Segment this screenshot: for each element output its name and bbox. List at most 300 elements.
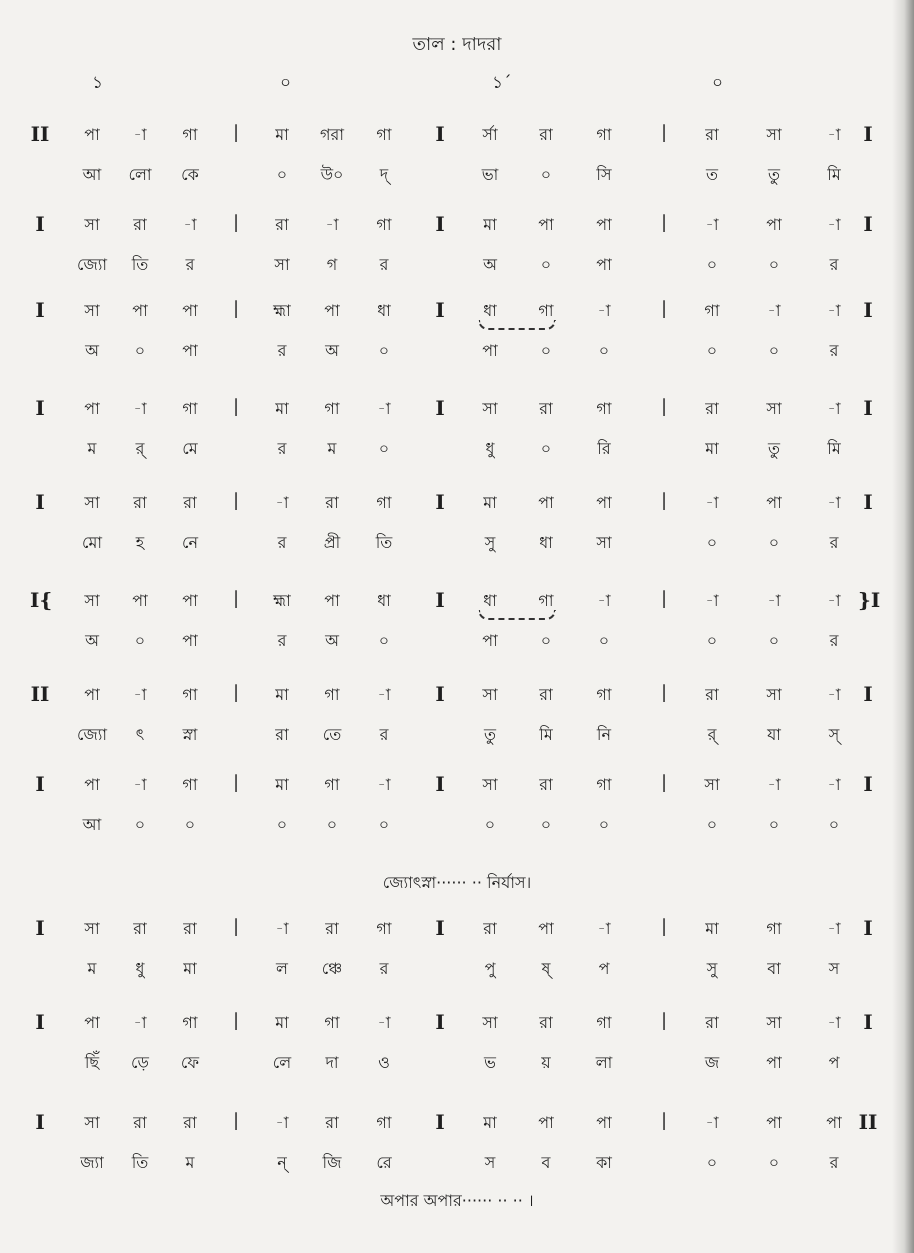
swara-note: গরা bbox=[320, 125, 344, 144]
bar-line: I bbox=[863, 1010, 873, 1034]
lyric-syllable: প bbox=[598, 959, 610, 978]
swara-note: সা bbox=[84, 301, 100, 320]
lyric-syllable: ০ bbox=[706, 341, 718, 360]
lyric-syllable: মি bbox=[827, 439, 841, 458]
bar-line: I bbox=[863, 212, 873, 236]
lyric-syllable: র bbox=[379, 255, 389, 274]
lyric-syllable: র bbox=[379, 959, 389, 978]
swara-note: গা bbox=[596, 125, 612, 144]
swara-note: পা bbox=[324, 591, 340, 610]
swara-note: সা bbox=[766, 125, 782, 144]
swara-note: গা bbox=[704, 301, 720, 320]
swara-note: গা bbox=[182, 685, 198, 704]
swara-note: -া bbox=[133, 1013, 147, 1032]
lyric-syllable: ফে bbox=[180, 1053, 200, 1072]
bar-line: }I bbox=[858, 588, 881, 612]
swara-note: সা bbox=[84, 919, 100, 938]
lyric-syllable: ০ bbox=[768, 533, 780, 552]
bar-line: I bbox=[35, 298, 45, 322]
meend-slur bbox=[478, 610, 556, 620]
swara-note: রা bbox=[539, 775, 553, 794]
swara-row bbox=[0, 490, 914, 520]
lyric-syllable: ০ bbox=[540, 439, 552, 458]
swara-note: গা bbox=[376, 125, 392, 144]
lyric-row bbox=[0, 162, 914, 192]
lyric-syllable: আ bbox=[82, 165, 102, 184]
swara-note: রা bbox=[539, 685, 553, 704]
bar-line: | bbox=[660, 916, 668, 937]
swara-note: রা bbox=[133, 215, 147, 234]
swara-note: পা bbox=[182, 591, 198, 610]
lyric-syllable: তে bbox=[322, 725, 342, 744]
swara-note: পা bbox=[766, 493, 782, 512]
bar-line: I bbox=[863, 396, 873, 420]
swara-note: রা bbox=[133, 493, 147, 512]
lyric-syllable: ম bbox=[185, 1153, 195, 1172]
lyric-syllable: সু bbox=[484, 533, 496, 552]
swara-note: ধা bbox=[483, 591, 497, 610]
lyric-syllable: ০ bbox=[134, 631, 146, 650]
lyric-syllable: যা bbox=[767, 725, 781, 744]
swara-note: ধা bbox=[377, 591, 391, 610]
swara-note: গা bbox=[182, 125, 198, 144]
bar-line: I bbox=[435, 298, 445, 322]
swara-note: মা bbox=[275, 685, 289, 704]
swara-note: -া bbox=[377, 685, 391, 704]
lyric-syllable: সা bbox=[274, 255, 290, 274]
lyric-syllable: ভ bbox=[484, 1053, 496, 1072]
swara-row bbox=[0, 1010, 914, 1040]
swara-note: -া bbox=[767, 301, 781, 320]
swara-note: -া bbox=[827, 591, 841, 610]
lyric-syllable: র bbox=[185, 255, 195, 274]
lyric-syllable: র bbox=[829, 255, 839, 274]
lyric-syllable: নি bbox=[596, 725, 612, 744]
beat-marker: ০ bbox=[280, 73, 292, 93]
lyric-syllable: জ bbox=[704, 1053, 720, 1072]
swara-note: -া bbox=[133, 775, 147, 794]
beat-marker-row bbox=[0, 70, 914, 100]
swara-note: রা bbox=[275, 215, 289, 234]
swara-note: গা bbox=[324, 685, 340, 704]
lyric-syllable: ড়ে bbox=[131, 1053, 149, 1072]
bar-line: I bbox=[435, 490, 445, 514]
swara-note: সা bbox=[84, 215, 100, 234]
lyric-syllable: প্রী bbox=[323, 533, 341, 552]
lyric-syllable: র্ bbox=[135, 439, 145, 458]
lyric-syllable: ভা bbox=[481, 165, 499, 184]
lyric-syllable: ম bbox=[327, 439, 337, 458]
lyric-syllable: ০ bbox=[484, 815, 496, 834]
swara-note: গা bbox=[182, 775, 198, 794]
lyric-syllable: জি bbox=[322, 1153, 342, 1172]
lyric-syllable: পা bbox=[766, 1053, 782, 1072]
lyric-syllable: ০ bbox=[828, 815, 840, 834]
swara-note: পা bbox=[538, 493, 554, 512]
bar-line: | bbox=[232, 1010, 240, 1031]
swara-note: পা bbox=[84, 399, 100, 418]
lyric-syllable: ০ bbox=[540, 341, 552, 360]
lyric-syllable: স্ bbox=[828, 725, 840, 744]
lyric-syllable: র bbox=[829, 533, 839, 552]
swara-note: -া bbox=[827, 1013, 841, 1032]
swara-note: মা bbox=[483, 215, 497, 234]
swara-note: -া bbox=[275, 1113, 289, 1132]
swara-note: -া bbox=[827, 301, 841, 320]
swara-note: -া bbox=[767, 775, 781, 794]
bar-line: I bbox=[35, 396, 45, 420]
swara-note: পা bbox=[132, 301, 148, 320]
bar-line: I bbox=[863, 916, 873, 940]
swara-row bbox=[0, 122, 914, 152]
bar-line: | bbox=[660, 396, 668, 417]
swara-note: গা bbox=[596, 685, 612, 704]
swara-note: -া bbox=[705, 1113, 719, 1132]
swara-note: গা bbox=[376, 215, 392, 234]
lyric-syllable: কে bbox=[181, 165, 199, 184]
taal-title: তাল : দাদরা bbox=[412, 34, 502, 55]
lyric-syllable: তি bbox=[131, 255, 149, 274]
bar-line: | bbox=[232, 772, 240, 793]
swara-note: গা bbox=[182, 399, 198, 418]
lyric-syllable: ০ bbox=[706, 631, 718, 650]
lyric-syllable: অ bbox=[85, 341, 99, 360]
notation-line bbox=[0, 682, 914, 772]
bar-line: | bbox=[232, 588, 240, 609]
meend-slur bbox=[478, 320, 556, 330]
section-caption: জ্যোৎস্না······ ·· নির্যাস। bbox=[382, 873, 532, 892]
lyric-syllable: ত bbox=[705, 165, 718, 184]
swara-note: মা bbox=[275, 1013, 289, 1032]
lyric-syllable: ল bbox=[276, 959, 288, 978]
bar-line: | bbox=[232, 212, 240, 233]
lyric-row bbox=[0, 338, 914, 368]
swara-note: মা bbox=[483, 493, 497, 512]
lyric-syllable: দ্ bbox=[379, 165, 389, 184]
lyric-syllable: ০ bbox=[768, 255, 780, 274]
lyric-syllable: সি bbox=[596, 165, 612, 184]
lyric-syllable: র bbox=[829, 341, 839, 360]
lyric-syllable: ন্ bbox=[277, 1153, 287, 1172]
lyric-syllable: র bbox=[829, 1153, 839, 1172]
lyric-row bbox=[0, 530, 914, 560]
lyric-syllable: মে bbox=[182, 439, 198, 458]
lyric-syllable: পা bbox=[596, 255, 612, 274]
lyric-syllable: ০ bbox=[598, 341, 610, 360]
lyric-syllable: ধা bbox=[539, 533, 553, 552]
lyric-syllable: ০ bbox=[768, 815, 780, 834]
bar-line: I bbox=[435, 772, 445, 796]
swara-note: -া bbox=[597, 301, 611, 320]
lyric-syllable: র bbox=[829, 631, 839, 650]
lyric-syllable: ০ bbox=[276, 165, 288, 184]
lyric-syllable: সা bbox=[596, 533, 612, 552]
swara-row bbox=[0, 212, 914, 242]
swara-note: পা bbox=[538, 919, 554, 938]
lyric-syllable: গ bbox=[326, 255, 338, 274]
swara-note: রা bbox=[325, 493, 339, 512]
swara-note: গা bbox=[538, 301, 554, 320]
bar-line: I bbox=[35, 772, 45, 796]
lyric-syllable: পা bbox=[482, 631, 498, 650]
swara-note: পা bbox=[84, 125, 100, 144]
swara-note: সা bbox=[704, 775, 720, 794]
swara-note: পা bbox=[766, 1113, 782, 1132]
swara-note: গা bbox=[596, 399, 612, 418]
lyric-row bbox=[0, 722, 914, 752]
bar-line: I bbox=[435, 212, 445, 236]
lyric-syllable: আ bbox=[82, 815, 102, 834]
lyric-syllable: অ bbox=[483, 255, 497, 274]
bar-line: I bbox=[435, 588, 445, 612]
lyric-syllable: র bbox=[277, 439, 287, 458]
swara-note: গা bbox=[324, 399, 340, 418]
lyric-syllable: তু bbox=[767, 439, 780, 458]
beat-marker: ১´ bbox=[492, 73, 512, 93]
bar-line: | bbox=[232, 916, 240, 937]
lyric-syllable: হ bbox=[135, 533, 145, 552]
lyric-syllable: কা bbox=[596, 1153, 612, 1172]
lyric-syllable: ০ bbox=[768, 341, 780, 360]
swara-note: -া bbox=[377, 399, 391, 418]
lyric-syllable: ০ bbox=[184, 815, 196, 834]
swara-note: পা bbox=[596, 493, 612, 512]
lyric-syllable: ০ bbox=[540, 815, 552, 834]
lyric-syllable: র bbox=[277, 533, 287, 552]
lyric-syllable: ০ bbox=[378, 439, 390, 458]
lyric-syllable: ০ bbox=[598, 815, 610, 834]
swara-note: রা bbox=[325, 919, 339, 938]
lyric-syllable: উ০ bbox=[320, 165, 344, 184]
swara-note: পা bbox=[596, 215, 612, 234]
notation-line bbox=[0, 490, 914, 580]
bar-line: | bbox=[660, 298, 668, 319]
swara-note: মা bbox=[275, 775, 289, 794]
lyric-syllable: লা bbox=[595, 1053, 613, 1072]
swara-note: গা bbox=[376, 493, 392, 512]
swara-note: পা bbox=[596, 1113, 612, 1132]
swara-note: -া bbox=[597, 591, 611, 610]
swara-note: ধা bbox=[483, 301, 497, 320]
lyric-syllable: স্না bbox=[182, 725, 198, 744]
swara-note: -া bbox=[377, 1013, 391, 1032]
swara-note: সা bbox=[766, 685, 782, 704]
swara-note: -া bbox=[767, 591, 781, 610]
swara-note: রা bbox=[539, 125, 553, 144]
lyric-syllable: ৎ bbox=[135, 725, 145, 744]
swara-note: র্সা bbox=[482, 125, 498, 144]
bar-line: I bbox=[435, 122, 445, 146]
lyric-syllable: ০ bbox=[768, 1153, 780, 1172]
lyric-syllable: প bbox=[828, 1053, 840, 1072]
notation-line bbox=[0, 588, 914, 678]
swara-note: পা bbox=[538, 1113, 554, 1132]
notation-line bbox=[0, 298, 914, 388]
lyric-syllable: ০ bbox=[540, 255, 552, 274]
lyric-syllable: ০ bbox=[378, 631, 390, 650]
swara-note: মা bbox=[483, 1113, 497, 1132]
bar-line: I bbox=[435, 1010, 445, 1034]
swara-note: সা bbox=[482, 1013, 498, 1032]
bar-line: I bbox=[435, 1110, 445, 1134]
swara-note: রা bbox=[705, 399, 719, 418]
lyric-row bbox=[0, 1150, 914, 1180]
lyric-syllable: ঞ্চে bbox=[321, 959, 343, 978]
lyric-syllable: ছিঁ bbox=[84, 1053, 100, 1072]
swara-note: গা bbox=[376, 1113, 392, 1132]
bar-line: I bbox=[35, 1010, 45, 1034]
lyric-syllable: অ bbox=[85, 631, 99, 650]
lyric-syllable: ০ bbox=[134, 815, 146, 834]
lyric-syllable: র্ bbox=[707, 725, 717, 744]
bar-line: | bbox=[660, 682, 668, 703]
beat-marker: ১ bbox=[92, 73, 104, 93]
swara-note: -া bbox=[133, 125, 147, 144]
bar-line: I bbox=[35, 916, 45, 940]
lyric-syllable: পু bbox=[484, 959, 496, 978]
swara-note: -া bbox=[827, 493, 841, 512]
bar-line: | bbox=[660, 490, 668, 511]
lyric-syllable: র bbox=[379, 725, 389, 744]
bar-line: I bbox=[35, 212, 45, 236]
lyric-syllable: তু bbox=[483, 725, 496, 744]
lyric-syllable: জ্যো bbox=[76, 725, 108, 744]
lyric-syllable: ০ bbox=[706, 815, 718, 834]
swara-note: সা bbox=[84, 493, 100, 512]
swara-note: রা bbox=[133, 1113, 147, 1132]
swara-note: -া bbox=[705, 215, 719, 234]
swara-row bbox=[0, 298, 914, 328]
lyric-syllable: ০ bbox=[706, 533, 718, 552]
lyric-syllable: ০ bbox=[378, 815, 390, 834]
lyric-syllable: পা bbox=[182, 341, 198, 360]
lyric-syllable: ০ bbox=[378, 341, 390, 360]
swara-note: রা bbox=[483, 919, 497, 938]
swara-note: মা bbox=[275, 399, 289, 418]
swara-row bbox=[0, 1110, 914, 1140]
closing-caption: অপার অপার······ ·· ·· । bbox=[380, 1191, 534, 1210]
bar-line: I bbox=[435, 916, 445, 940]
lyric-syllable: ব bbox=[541, 1153, 551, 1172]
bar-line: I bbox=[863, 122, 873, 146]
swara-note: -া bbox=[827, 685, 841, 704]
swara-note: সা bbox=[84, 591, 100, 610]
lyric-syllable: তি bbox=[131, 1153, 149, 1172]
swara-note: -া bbox=[275, 919, 289, 938]
lyric-syllable: দা bbox=[325, 1053, 339, 1072]
lyric-syllable: ম bbox=[87, 959, 97, 978]
swara-note: সা bbox=[482, 399, 498, 418]
swara-note: -া bbox=[597, 919, 611, 938]
lyric-syllable: ০ bbox=[768, 631, 780, 650]
lyric-syllable: ধু bbox=[485, 439, 495, 458]
lyric-row bbox=[0, 252, 914, 282]
bar-line: | bbox=[232, 122, 240, 143]
swara-note: -া bbox=[377, 775, 391, 794]
lyric-syllable: মা bbox=[705, 439, 719, 458]
bar-line: II bbox=[858, 1110, 878, 1134]
lyric-syllable: ০ bbox=[276, 815, 288, 834]
lyric-syllable: ধু bbox=[135, 959, 145, 978]
lyric-syllable: ও bbox=[378, 1053, 390, 1072]
swara-note: গা bbox=[324, 775, 340, 794]
swara-note: হ্মা bbox=[273, 301, 291, 320]
lyric-syllable: মি bbox=[539, 725, 553, 744]
swara-note: গা bbox=[596, 1013, 612, 1032]
bar-line: | bbox=[660, 1010, 668, 1031]
notation-line bbox=[0, 122, 914, 212]
lyric-syllable: তি bbox=[375, 533, 393, 552]
bar-line: | bbox=[232, 682, 240, 703]
bar-line: II bbox=[30, 122, 50, 146]
lyric-row bbox=[0, 956, 914, 986]
lyric-syllable: রা bbox=[275, 725, 289, 744]
swara-note: পা bbox=[84, 685, 100, 704]
swara-note: সা bbox=[482, 685, 498, 704]
swara-note: ধা bbox=[377, 301, 391, 320]
lyric-syllable: স bbox=[484, 1153, 496, 1172]
swara-note: পা bbox=[538, 215, 554, 234]
swara-note: গা bbox=[324, 1013, 340, 1032]
bar-line: I bbox=[863, 490, 873, 514]
swara-note: -া bbox=[827, 399, 841, 418]
lyric-syllable: ০ bbox=[540, 631, 552, 650]
bar-line: I{ bbox=[30, 588, 53, 612]
lyric-syllable: ০ bbox=[706, 1153, 718, 1172]
lyric-syllable: ০ bbox=[134, 341, 146, 360]
lyric-syllable: লো bbox=[128, 165, 152, 184]
swara-note: গা bbox=[596, 775, 612, 794]
swara-note: পা bbox=[182, 301, 198, 320]
swara-note: -া bbox=[827, 775, 841, 794]
swara-note: -া bbox=[133, 399, 147, 418]
bar-line: I bbox=[863, 298, 873, 322]
lyric-syllable: ০ bbox=[540, 165, 552, 184]
swara-note: সা bbox=[766, 1013, 782, 1032]
notation-line bbox=[0, 1010, 914, 1100]
lyric-syllable: নে bbox=[181, 533, 199, 552]
lyric-syllable: রে bbox=[376, 1153, 392, 1172]
lyric-syllable: স bbox=[828, 959, 840, 978]
swara-note: -া bbox=[275, 493, 289, 512]
bar-line: | bbox=[660, 772, 668, 793]
lyric-syllable: রি bbox=[597, 439, 611, 458]
swara-note: রা bbox=[183, 919, 197, 938]
bar-line: I bbox=[435, 396, 445, 420]
notation-line bbox=[0, 396, 914, 486]
swara-note: গা bbox=[766, 919, 782, 938]
swara-note: -া bbox=[705, 493, 719, 512]
swara-note: সা bbox=[482, 775, 498, 794]
swara-note: রা bbox=[705, 685, 719, 704]
bar-line: I bbox=[863, 772, 873, 796]
lyric-syllable: য় bbox=[541, 1053, 551, 1072]
swara-row bbox=[0, 588, 914, 618]
lyric-syllable: তু bbox=[767, 165, 780, 184]
swara-note: পা bbox=[132, 591, 148, 610]
swara-note: পা bbox=[84, 1013, 100, 1032]
lyric-syllable: অ bbox=[325, 341, 339, 360]
lyric-row bbox=[0, 436, 914, 466]
bar-line: | bbox=[232, 490, 240, 511]
swara-note: পা bbox=[826, 1113, 842, 1132]
swara-note: রা bbox=[539, 399, 553, 418]
swara-note: রা bbox=[183, 493, 197, 512]
swara-row bbox=[0, 772, 914, 802]
swara-note: রা bbox=[183, 1113, 197, 1132]
lyric-row bbox=[0, 628, 914, 658]
lyric-syllable: ০ bbox=[326, 815, 338, 834]
